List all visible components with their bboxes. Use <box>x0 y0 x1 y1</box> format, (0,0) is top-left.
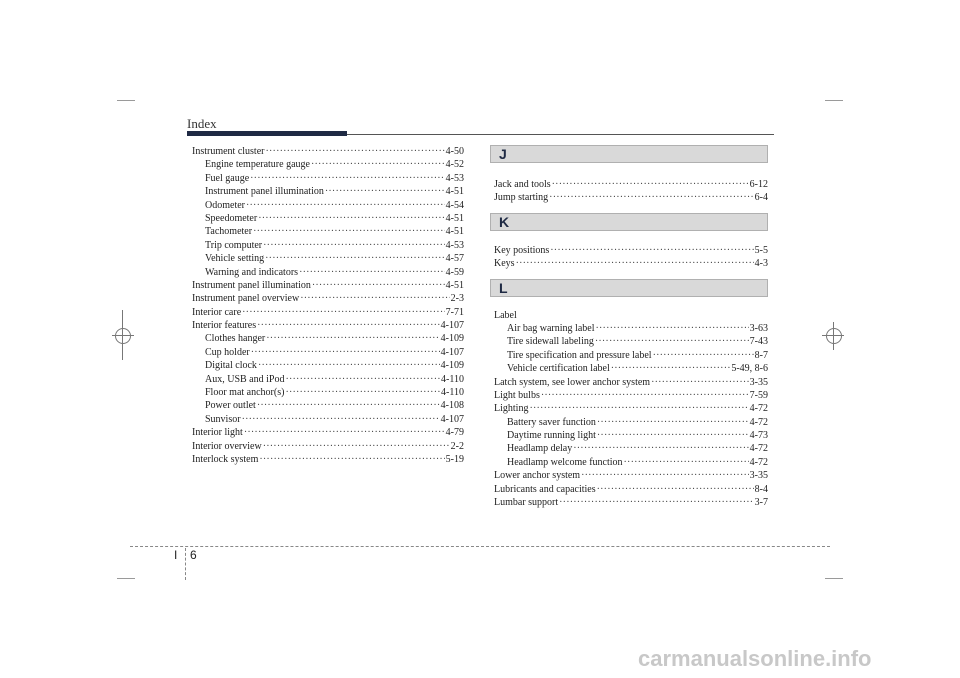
index-entry <box>192 373 464 386</box>
index-entry-page: 4-110 <box>441 387 464 399</box>
section-k-entries <box>494 244 768 271</box>
index-entry <box>494 483 768 496</box>
index-entry-page: 5-5 <box>754 244 768 256</box>
index-entry <box>192 453 464 466</box>
index-entry-page: 4-72 <box>749 456 768 468</box>
dot-leader <box>516 257 754 270</box>
index-entry-page: 4-51 <box>445 279 464 291</box>
index-entry-term: Daytime running light <box>507 430 596 442</box>
dot-leader <box>611 362 731 375</box>
dot-leader <box>550 244 753 257</box>
index-entry-term: Lumbar support <box>494 497 559 509</box>
index-entry <box>192 266 464 279</box>
index-entry <box>494 376 768 389</box>
index-entry <box>192 199 464 212</box>
index-entry-page: 5-49, 8-6 <box>731 363 768 375</box>
dot-leader <box>263 440 450 453</box>
dot-leader <box>258 359 440 372</box>
index-entry-page: 4-110 <box>441 373 464 385</box>
index-entry-term: Tachometer <box>205 226 253 238</box>
dot-leader <box>265 145 444 158</box>
registration-mark <box>826 328 842 344</box>
registration-mark-line <box>833 322 834 350</box>
section-header-k <box>490 213 768 231</box>
dot-leader <box>312 279 445 292</box>
index-entry-page: 2-2 <box>450 440 464 452</box>
index-entry-page: 7-43 <box>749 336 768 348</box>
index-entry <box>494 442 768 455</box>
index-entry-term: Lubricants and capacities <box>494 483 596 495</box>
index-entry <box>494 416 768 429</box>
index-entry-label: Label <box>494 309 517 321</box>
index-entry-page: 7-71 <box>445 306 464 318</box>
header-rule-accent <box>187 131 347 136</box>
index-entry-page: 7-59 <box>749 389 768 401</box>
index-entry <box>192 332 464 345</box>
dot-leader <box>299 266 445 279</box>
index-entry <box>192 399 464 412</box>
footer-section-label: I <box>174 548 178 562</box>
dot-leader <box>573 442 748 455</box>
index-entry <box>192 440 464 453</box>
index-entry-page: 3-35 <box>749 470 768 482</box>
index-entry-term: Air bag warning label <box>507 322 595 334</box>
index-entry-term: Power outlet <box>205 400 256 412</box>
index-entry <box>494 322 768 335</box>
index-entry-page: 4-107 <box>440 346 464 358</box>
index-entry-term: Lighting <box>494 403 529 415</box>
dot-leader <box>257 399 440 412</box>
index-entry-term: Instrument panel illumination <box>192 279 311 291</box>
dot-leader <box>624 456 749 469</box>
dot-leader <box>250 172 445 185</box>
dot-leader <box>285 386 440 399</box>
index-entry-page: 4-108 <box>440 400 464 412</box>
registration-mark-line <box>122 310 123 360</box>
index-entry-page: 4-51 <box>445 212 464 224</box>
index-entry <box>494 469 768 482</box>
index-entry-page: 4-109 <box>440 360 464 372</box>
crop-mark <box>117 578 135 579</box>
index-entry-term: Cup holder <box>205 346 250 358</box>
crop-mark <box>825 578 843 579</box>
index-entry-page: 4-73 <box>749 430 768 442</box>
index-column-left <box>192 145 464 466</box>
index-entry-page: 3-63 <box>749 322 768 334</box>
dot-leader <box>552 178 749 191</box>
index-entry-page: 4-79 <box>445 427 464 439</box>
dot-leader <box>244 426 445 439</box>
dot-leader <box>246 199 445 212</box>
index-entry-term: Interior light <box>192 427 243 439</box>
section-l-entries <box>494 376 768 510</box>
watermark-text: carmanualsonline.info <box>638 646 872 671</box>
index-entry <box>192 145 464 158</box>
index-entry <box>192 292 464 305</box>
dot-leader <box>251 346 440 359</box>
index-entry <box>192 413 464 426</box>
index-entry <box>494 349 768 362</box>
dot-leader <box>242 413 440 426</box>
index-entry-term: Odometer <box>205 199 245 211</box>
index-entry-page: 4-107 <box>440 320 464 332</box>
dot-leader <box>597 483 754 496</box>
index-entry-page: 4-72 <box>749 443 768 455</box>
index-entry-page: 4-50 <box>445 146 464 157</box>
dot-leader <box>653 349 754 362</box>
index-entry <box>192 279 464 292</box>
index-entry-term: Headlamp delay <box>507 443 573 455</box>
index-entry-term: Vehicle certification label <box>507 363 610 375</box>
index-entry-term: Latch system, see lower anchor system <box>494 376 651 388</box>
section-letter: K <box>499 213 510 230</box>
index-entry <box>192 185 464 198</box>
index-entry-page: 4-51 <box>445 226 464 238</box>
index-entry-page: 8-4 <box>754 483 768 495</box>
dot-leader <box>257 319 440 332</box>
index-entry-term: Key positions <box>494 244 550 256</box>
index-entry-term: Instrument panel overview <box>192 293 300 305</box>
index-entry-term: Digital clock <box>205 360 257 372</box>
index-entry-page: 6-12 <box>749 179 768 190</box>
dot-leader <box>311 158 445 171</box>
index-entry-page: 4-53 <box>445 172 464 184</box>
index-entry <box>192 212 464 225</box>
registration-mark <box>115 328 131 344</box>
index-entry <box>494 429 768 442</box>
index-entry-term: Lower anchor system <box>494 470 581 482</box>
dot-leader <box>258 212 444 225</box>
dot-leader <box>595 322 748 335</box>
crop-mark <box>117 100 135 101</box>
dot-leader <box>597 416 749 429</box>
section-letter: L <box>499 279 508 296</box>
dot-leader <box>581 469 749 482</box>
index-entry <box>192 306 464 319</box>
index-column-right <box>494 145 768 509</box>
index-entry <box>192 158 464 171</box>
dot-leader <box>266 332 439 345</box>
index-entry-term: Instrument panel illumination <box>205 186 324 198</box>
index-entry-page: 5-19 <box>445 453 464 465</box>
index-entry-term: Battery saver function <box>507 416 596 428</box>
index-entry-page: 4-107 <box>440 413 464 425</box>
index-entry-page: 4-51 <box>445 186 464 198</box>
section-letter: J <box>499 146 507 162</box>
index-entry-page: 4-72 <box>749 403 768 415</box>
index-entry-term: Jump starting <box>494 192 549 204</box>
dot-leader <box>559 496 754 509</box>
section-header-l <box>490 279 768 297</box>
index-entry <box>192 225 464 238</box>
index-entry-page: 3-35 <box>749 376 768 388</box>
dot-leader <box>651 376 749 389</box>
index-entry <box>192 346 464 359</box>
index-entry-page: 8-7 <box>754 349 768 361</box>
dot-leader <box>259 453 444 466</box>
index-entry-page: 4-59 <box>445 266 464 278</box>
index-entry-term: Light bulbs <box>494 389 540 401</box>
index-entry-term: Tire sidewall labeling <box>507 336 594 348</box>
index-entry-term: Interior overview <box>192 440 262 452</box>
section-j-entries <box>494 178 768 205</box>
index-entry-term: Vehicle setting <box>205 253 265 265</box>
index-entry <box>192 319 464 332</box>
index-entry-term: Floor mat anchor(s) <box>205 387 285 399</box>
index-entry-page: 4-3 <box>754 258 768 270</box>
index-entry <box>494 456 768 469</box>
index-entry-term: Instrument cluster <box>192 146 265 157</box>
index-entry-term: Interlock system <box>192 453 259 465</box>
index-entry-term: Keys <box>494 258 515 270</box>
dot-leader <box>242 306 445 319</box>
section-header-j <box>490 145 768 163</box>
footer-rule <box>130 546 830 547</box>
dot-leader <box>597 429 749 442</box>
index-entry-term: Interior features <box>192 320 257 332</box>
index-entry-page: 4-52 <box>445 159 464 171</box>
index-entry-page: 4-72 <box>749 416 768 428</box>
index-entry-page: 4-57 <box>445 253 464 265</box>
dot-leader <box>253 225 445 238</box>
index-entry <box>192 252 464 265</box>
section-l-label-entries <box>494 322 768 376</box>
index-entry-term: Trip computer <box>205 239 263 251</box>
dot-leader <box>300 292 449 305</box>
index-entry-page: 4-109 <box>440 333 464 345</box>
index-entry <box>494 335 768 348</box>
dot-leader <box>595 335 749 348</box>
index-entry-term: Warning and indicators <box>205 266 299 278</box>
footer-divider <box>185 548 186 580</box>
page-header-title: Index <box>187 116 217 131</box>
footer-page-number: 6 <box>190 548 197 562</box>
index-entry <box>494 191 768 204</box>
index-entry-term: Headlamp welcome function <box>507 456 623 468</box>
dot-leader <box>541 389 749 402</box>
index-entry-term: Fuel gauge <box>205 172 250 184</box>
dot-leader <box>549 191 753 204</box>
index-entry-term: Speedometer <box>205 212 258 224</box>
registration-mark-line <box>112 335 134 336</box>
index-entry <box>494 389 768 402</box>
index-entry-term: Aux, USB and iPod <box>205 373 285 385</box>
index-entry-page: 4-54 <box>445 199 464 211</box>
index-entry <box>494 362 768 375</box>
index-entry-term: Tire specification and pressure label <box>507 349 652 361</box>
index-entry <box>494 178 768 191</box>
index-entry-term: Sunvisor <box>205 413 241 425</box>
index-entry-term: Interior care <box>192 306 242 318</box>
index-entry-term: Engine temperature gauge <box>205 159 310 171</box>
index-entry <box>192 359 464 372</box>
index-entry-page: 4-53 <box>445 239 464 251</box>
index-entry <box>192 426 464 439</box>
index-entry <box>494 257 768 270</box>
crop-mark <box>825 100 843 101</box>
index-entry-term: Clothes hanger <box>205 333 266 345</box>
dot-leader <box>529 402 748 415</box>
index-entry <box>494 244 768 257</box>
index-entry-term: Jack and tools <box>494 179 551 190</box>
index-entry <box>192 172 464 185</box>
header-rule <box>347 134 774 135</box>
index-entry <box>494 402 768 415</box>
dot-leader <box>265 252 445 265</box>
dot-leader <box>263 239 445 252</box>
dot-leader <box>285 373 440 386</box>
index-entry <box>192 239 464 252</box>
index-entry <box>494 496 768 509</box>
index-entry-page: 6-4 <box>754 192 768 204</box>
index-entry-page: 3-7 <box>754 497 768 509</box>
index-entry <box>192 386 464 399</box>
dot-leader <box>325 185 445 198</box>
index-entry-page: 2-3 <box>450 293 464 305</box>
